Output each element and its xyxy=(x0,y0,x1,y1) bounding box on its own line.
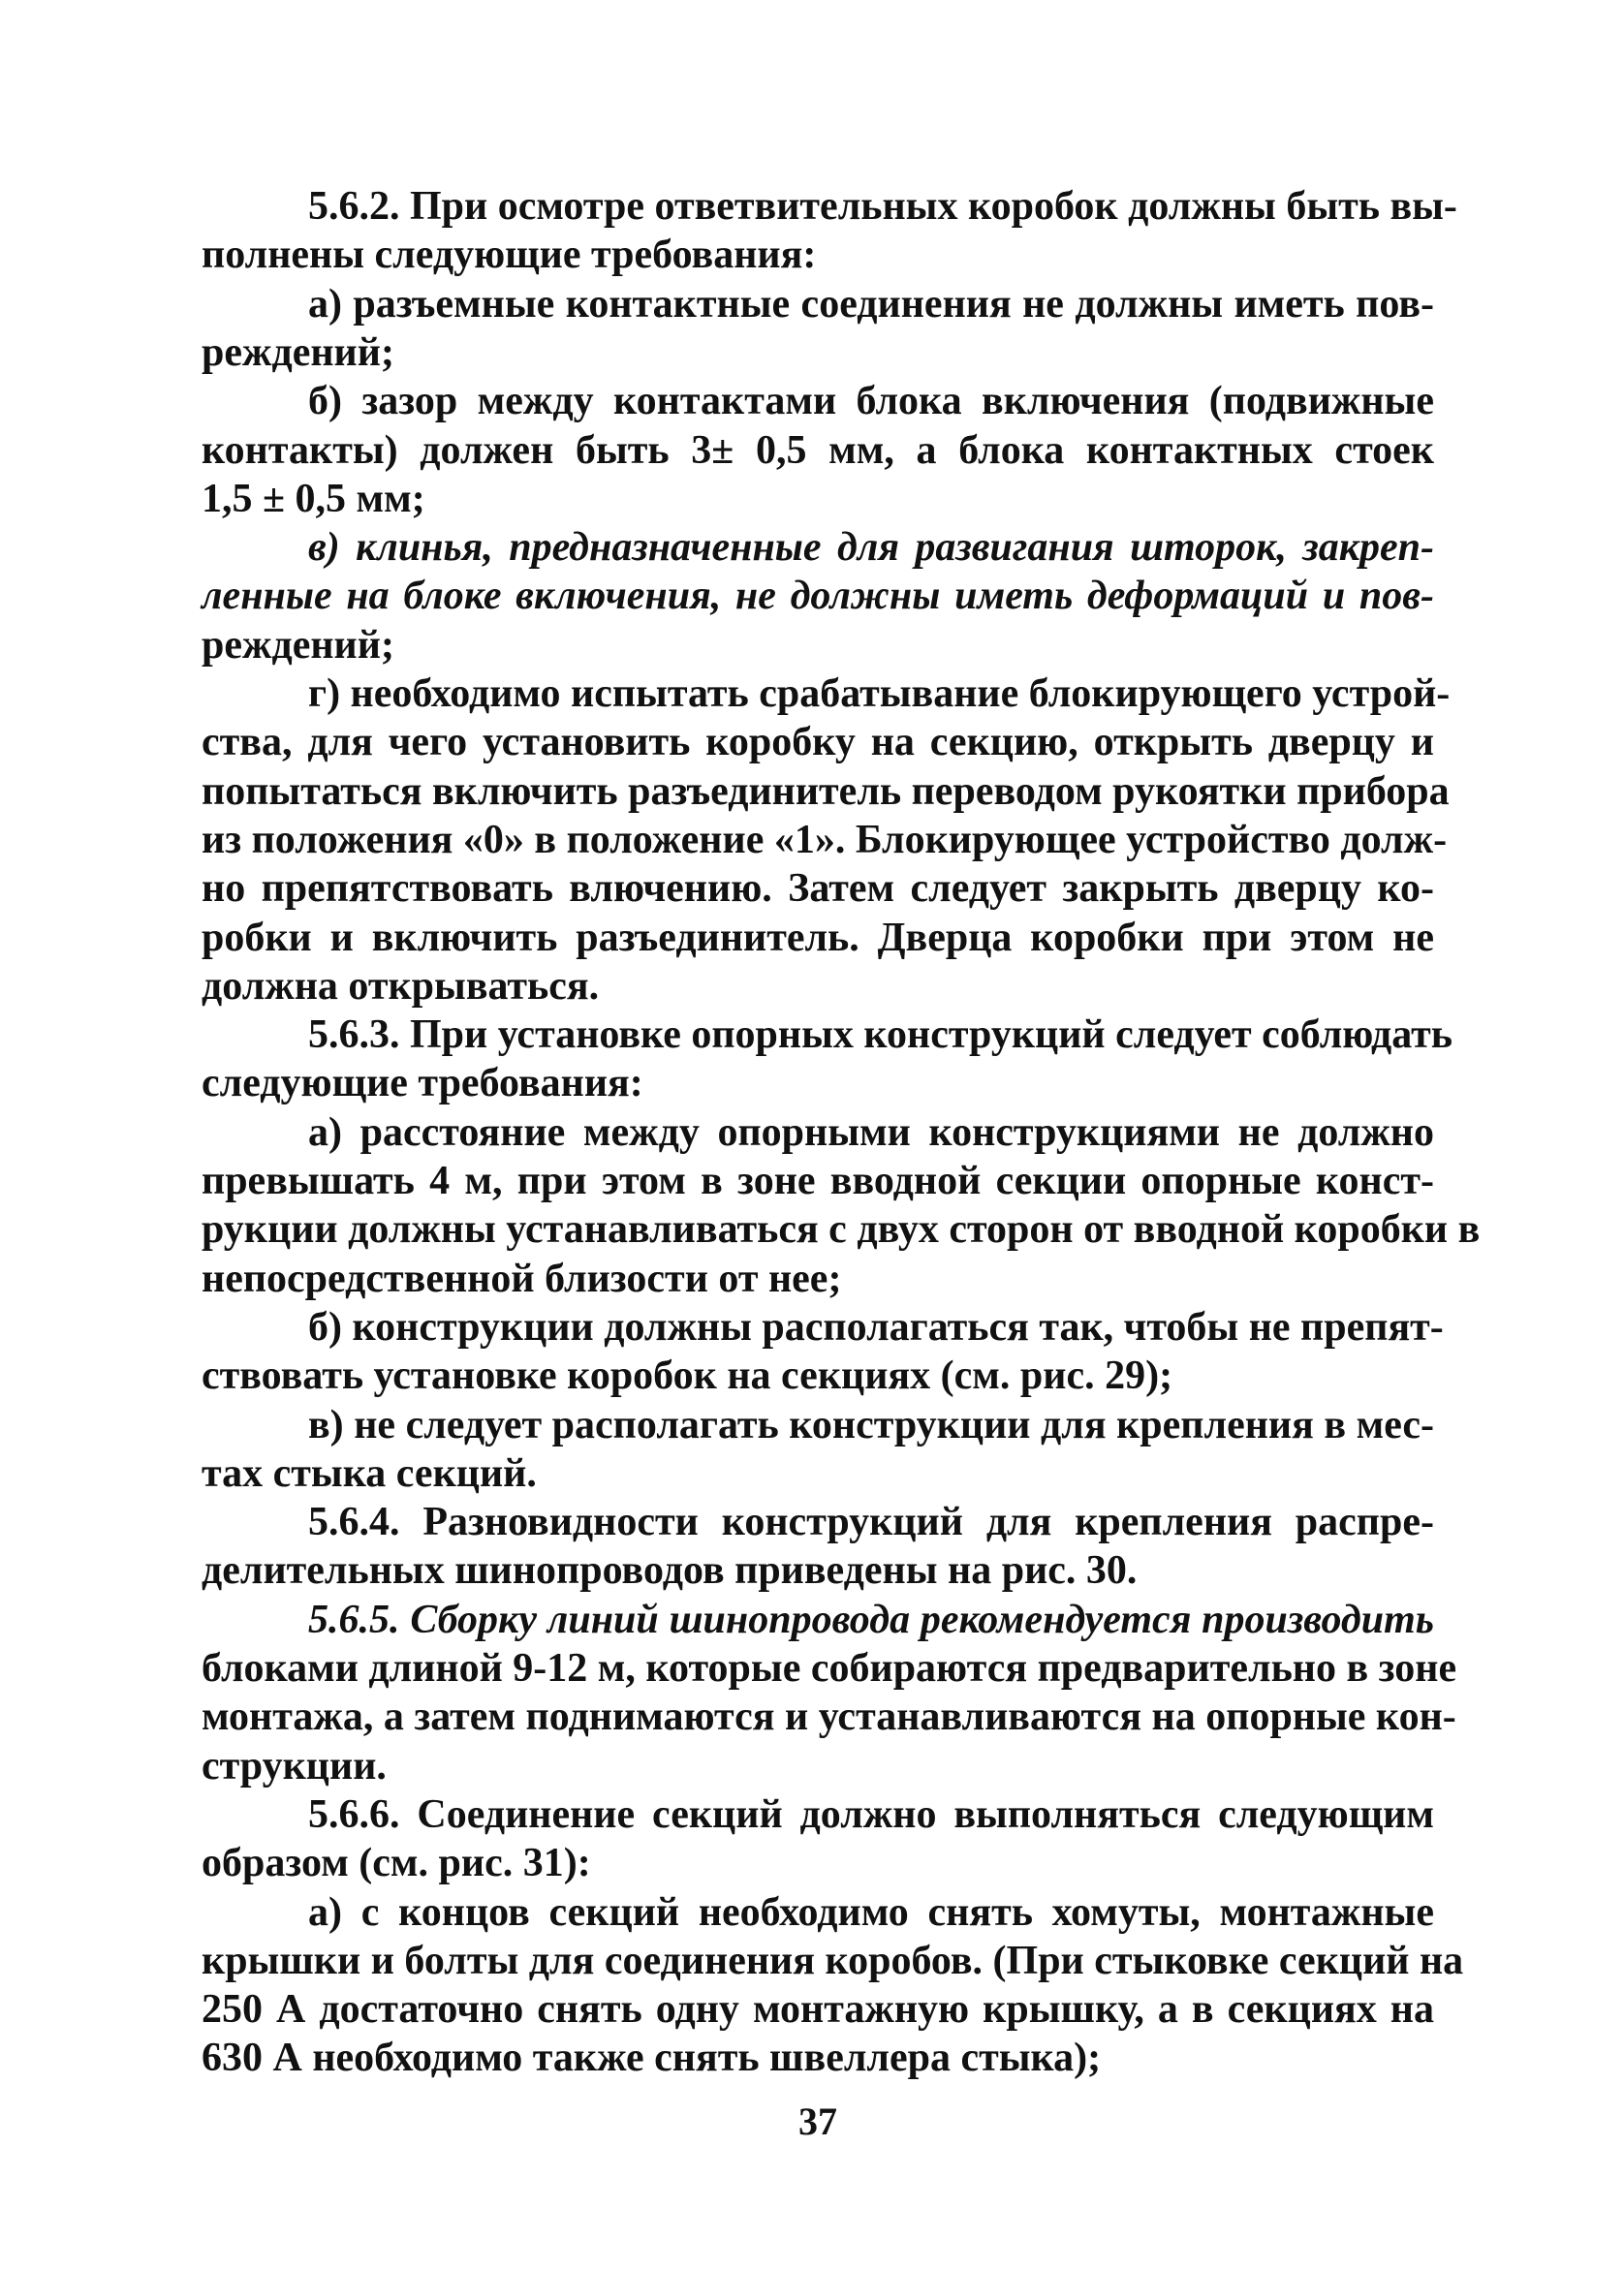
text-line: должна открываться. xyxy=(202,963,600,1009)
text-line: ствовать установке коробок на секциях (см. рис. 29); xyxy=(202,1353,1173,1399)
text-line: реждений; xyxy=(202,622,394,668)
text-line: робки и включить разъединитель. Дверца коробки при этом не xyxy=(202,915,1434,960)
text-line: полнены следующие требования: xyxy=(202,233,817,278)
text-line: тах стыка секций. xyxy=(202,1450,537,1496)
text-line: 630 А необходимо также снять швеллера стыка); xyxy=(202,2036,1102,2081)
text-line: б) зазор между контактами блока включения (подвижные xyxy=(308,379,1434,424)
text-line: образом (см. рис. 31): xyxy=(202,1841,591,1886)
text-line: а) с концов секций необходимо снять хомуты, монтажные xyxy=(308,1889,1434,1935)
document-page xyxy=(202,184,1481,2143)
text-line: из положения «0» в положение «1». Блокирующее устройство долж- xyxy=(202,817,1448,862)
text-line: струкции. xyxy=(202,1743,387,1789)
text-line: блоками длиной 9-12 м, которые собираются предварительно в зоне xyxy=(202,1646,1457,1691)
text-line: попытаться включить разъединитель переводом рукоятки прибора xyxy=(202,768,1450,814)
text-line: в) клинья, предназначенные для развигания шторок, закреп- xyxy=(308,525,1434,571)
text-line: но препятствовать влючению. Затем следует закрыть дверцу ко- xyxy=(202,866,1434,912)
text-line: реждений; xyxy=(202,329,394,375)
text-line: делительных шинопроводов приведены на рис. 30. xyxy=(202,1548,1138,1594)
text-line: рукции должны устанавливаться с двух сторон от вводной коробки в xyxy=(202,1207,1481,1253)
text-line: ства, для чего установить коробку на секцию, открыть дверцу и xyxy=(202,720,1434,765)
text-line: ленные на блоке включения, не должны иметь деформаций и пов- xyxy=(202,574,1434,619)
text-line: 250 А достаточно снять одну монтажную крышку, а в секциях на xyxy=(202,1987,1434,2033)
text-line: контакты) должен быть 3± 0,5 мм, а блока контактных стоек xyxy=(202,427,1434,473)
text-line: г) необходимо испытать срабатывание блокирующего устрой- xyxy=(308,671,1451,716)
text-line: 5.6.6. Соединение секций должно выполняться следующим xyxy=(308,1791,1434,1837)
text-line: а) расстояние между опорными конструкциями не должно xyxy=(308,1109,1434,1155)
text-line: 5.6.3. При установке опорных конструкций следует соблюдать xyxy=(308,1012,1453,1058)
text-line: 5.6.4. Разновидности конструкций для крепления распре- xyxy=(308,1500,1434,1545)
text-line: б) конструкции должны располагаться так, чтобы не препят- xyxy=(308,1304,1444,1350)
text-line: крышки и болты для соединения коробов. (При стыковке секций на xyxy=(202,1938,1464,1983)
text-line: 5.6.2. При осмотре ответвительных коробок должны быть вы- xyxy=(308,184,1457,229)
text-line: превышать 4 м, при этом в зоне вводной секции опорные конст- xyxy=(202,1159,1434,1203)
text-line: а) разъемные контактные соединения не должны иметь пов- xyxy=(308,281,1434,327)
text-line: монтажа, а затем поднимаются и устанавливаются на опорные кон- xyxy=(202,1695,1456,1740)
text-line: 1,5 ± 0,5 мм; xyxy=(202,476,425,521)
text-line: непосредственной близости от нее; xyxy=(202,1256,842,1301)
text-line: следующие требования: xyxy=(202,1061,643,1106)
text-line: в) не следует располагать конструкции для крепления в мес- xyxy=(308,1402,1434,1447)
text-line: 5.6.5. Сборку линий шинопровода рекомендуется производить xyxy=(308,1597,1434,1642)
page-number: 37 xyxy=(798,2100,837,2143)
